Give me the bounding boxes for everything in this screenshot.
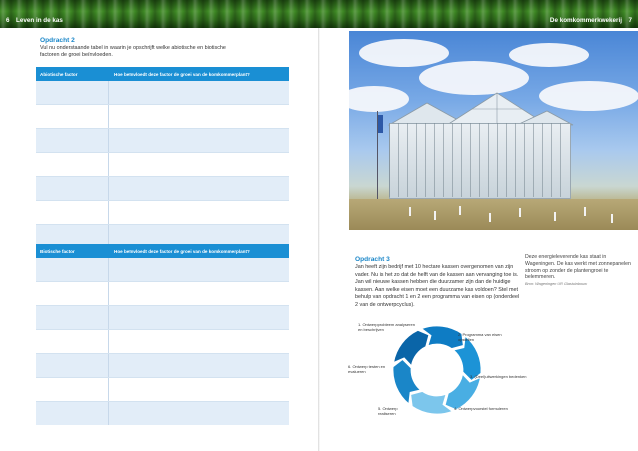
- table-header: [36, 67, 289, 81]
- page-gutter: [318, 28, 320, 451]
- factor-cell: [36, 282, 109, 305]
- cycle-step-2: 2. Programma van eisen opstellen: [458, 332, 502, 342]
- cycle-arrow-3: [445, 374, 480, 409]
- running-title-left: Leven in de kas: [16, 17, 63, 24]
- biotic-factor-table: [36, 244, 289, 425]
- running-title-right: De komkommerkwekerij: [549, 17, 622, 24]
- factor-cell: [36, 402, 109, 425]
- page-number-right: 7: [628, 17, 632, 24]
- influence-cell: [109, 177, 289, 200]
- factor-cell: [36, 153, 109, 176]
- table-header: [36, 244, 289, 258]
- assignment-3-title: Opdracht 3: [355, 256, 390, 263]
- factor-cell: [36, 201, 109, 224]
- influence-cell: [109, 129, 289, 152]
- table-row: [36, 377, 289, 401]
- table-row: [36, 305, 289, 329]
- table-row: [36, 128, 289, 152]
- factor-cell: [36, 129, 109, 152]
- column-header-influence: Hoe beïnvloedt deze factor de groei van de komkommerplant?: [114, 248, 250, 254]
- assignment-2-text: Vul nu onderstaande tabel in waarin je opschrijft welke abiotische en biotische factoren de groei beïnvloeden.: [40, 45, 226, 59]
- cycle-step-5: 5. Ontwerp realiseren: [378, 406, 398, 416]
- factor-cell: [36, 258, 109, 281]
- influence-cell: [109, 81, 289, 104]
- factor-cell: [36, 354, 109, 377]
- influence-cell: [109, 402, 289, 425]
- factor-cell: [36, 378, 109, 401]
- factor-cell: [36, 306, 109, 329]
- column-header-factor: Biotische factor: [40, 248, 75, 254]
- table-row: [36, 281, 289, 305]
- cycle-step-4: 4. Ontwerpvoorstel formuleren: [454, 406, 508, 411]
- table-row: [36, 258, 289, 281]
- caption-credit: Bron: Wageningen UR Glastuinbouw: [525, 282, 587, 287]
- influence-cell: [109, 105, 289, 128]
- cycle-arrow-6: [394, 330, 429, 365]
- table-row: [36, 200, 289, 224]
- photo-caption: [525, 254, 633, 288]
- page-header: [0, 0, 638, 28]
- caption-text: Deze energieleverende kas staat in Wageningen. De kas werkt met zonnepanelen stroom op zonder de plantengroei te belemmeren.: [525, 254, 631, 281]
- table-row: [36, 353, 289, 377]
- cycle-step-6: 6. Ontwerp testen en evalueren: [348, 364, 386, 374]
- assignment-2-title: Opdracht 2: [40, 37, 75, 44]
- influence-cell: [109, 201, 289, 224]
- cycle-step-3: 3. (Deel)uitwerkingen bedenken: [470, 374, 527, 379]
- factor-cell: [36, 177, 109, 200]
- table-row: [36, 329, 289, 353]
- greenhouse-photo: [349, 31, 638, 230]
- influence-cell: [109, 330, 289, 353]
- influence-cell: [109, 306, 289, 329]
- table-row: [36, 401, 289, 425]
- column-header-factor: Abiotische factor: [40, 71, 78, 77]
- assignment-3-text: Jan heeft zijn bedrijf met 10 hectare kassen overgenomen van zijn vader. Nu is het zo dat de helft van de kassen aan vervanging toe is. Jan wil nieuwe kassen hebben die duurzamer zijn dan de huidige kassen. Aan welke eisen moet een duurzame kas voldoen? Stel met behulp van opdracht 1 en 2 een programma van eisen op (onderdeel 2 van de ontwerpcyclus).: [355, 264, 520, 308]
- factor-cell: [36, 105, 109, 128]
- page-number-left: 6: [6, 17, 10, 24]
- table-row: [36, 81, 289, 104]
- influence-cell: [109, 153, 289, 176]
- influence-cell: [109, 354, 289, 377]
- design-cycle-diagram: [340, 316, 530, 426]
- influence-cell: [109, 258, 289, 281]
- abiotic-factor-table: [36, 67, 289, 248]
- cycle-step-1: 1. Ontwerpprobleem analyseren en beschrijven: [358, 322, 415, 332]
- influence-cell: [109, 378, 289, 401]
- table-row: [36, 104, 289, 128]
- influence-cell: [109, 282, 289, 305]
- table-row: [36, 176, 289, 200]
- factor-cell: [36, 81, 109, 104]
- factor-cell: [36, 330, 109, 353]
- table-row: [36, 152, 289, 176]
- column-header-influence: Hoe beïnvloedt deze factor de groei van de komkommerplant?: [114, 71, 250, 77]
